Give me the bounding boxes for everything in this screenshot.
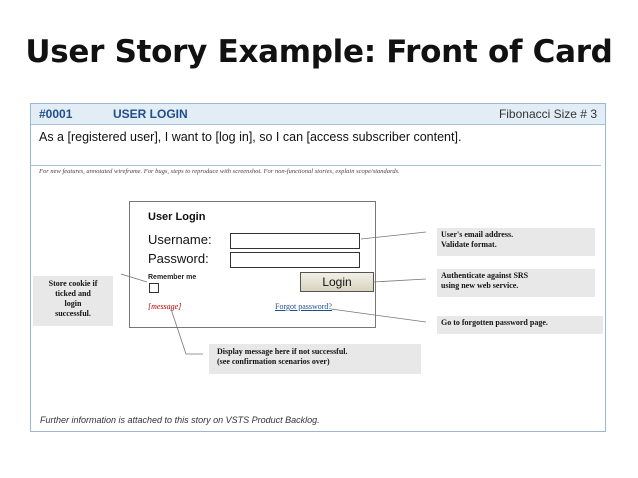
story-title: USER LOGIN xyxy=(113,107,188,121)
callout-line: login xyxy=(64,299,82,308)
message-connector xyxy=(171,309,203,354)
callout-line: Display message here if not successful. xyxy=(217,347,348,356)
cookie-connector xyxy=(121,274,147,282)
callout-line: Validate format. xyxy=(441,240,497,249)
message-placeholder: [message] xyxy=(148,302,182,311)
story-card xyxy=(30,103,606,432)
remember-me-label: Remember me xyxy=(148,274,197,281)
forgot-password-link[interactable]: Forgot password? xyxy=(275,302,332,311)
story-statement: As a [registered user], I want to [log in], so I can [access subscriber content]. xyxy=(39,130,462,144)
password-label: Password: xyxy=(148,251,209,266)
cookie-callout xyxy=(33,276,113,326)
callout-line: Authenticate against SRS xyxy=(441,271,529,280)
callout-line: using new web service. xyxy=(441,281,519,290)
callout-line: (see confirmation scenarios over) xyxy=(217,357,330,366)
authenticate-callout xyxy=(437,269,595,297)
story-id: #0001 xyxy=(39,107,73,121)
callout-line: successful. xyxy=(55,309,91,318)
slide-title: User Story Example: Front of Card xyxy=(25,34,613,70)
callout-line: Go to forgotten password page. xyxy=(441,318,548,327)
card-footer-note: Further information is attached to this story on VSTS Product Backlog. xyxy=(40,415,320,425)
email-callout xyxy=(437,228,595,256)
message-callout xyxy=(209,344,421,374)
callout-line: ticked and xyxy=(55,289,91,298)
forgot-callout xyxy=(437,316,603,334)
card-guidance-note: For new features, annotated wireframe. For bugs, steps to reproduce with screenshot. For non-functional stories, explain scope/standards. xyxy=(39,168,400,175)
callout-connectors xyxy=(31,104,605,431)
authenticate-connector xyxy=(373,279,426,282)
forgot-connector xyxy=(331,309,426,322)
callout-line: User's email address. xyxy=(441,230,514,239)
username-label: Username: xyxy=(148,232,212,247)
fibonacci-size: Fibonacci Size # 3 xyxy=(498,107,597,121)
email-connector xyxy=(361,232,426,239)
callout-line: Store cookie if xyxy=(48,279,98,288)
login-button[interactable]: Login xyxy=(300,272,374,292)
wireframe-title: User Login xyxy=(148,211,206,223)
